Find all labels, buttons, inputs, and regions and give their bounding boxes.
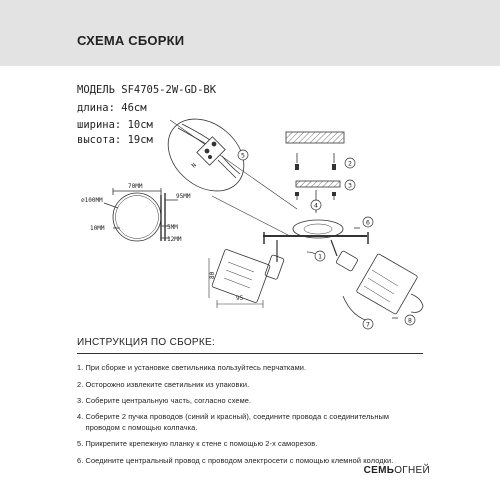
shade-80-label: 80 bbox=[209, 271, 216, 279]
wire-2 bbox=[182, 124, 210, 140]
wall-plate-hatch bbox=[286, 132, 344, 143]
terminal-screw-3 bbox=[208, 155, 211, 158]
dim-10-label: 10MM bbox=[90, 225, 105, 232]
right-shade bbox=[356, 253, 418, 314]
height-label: высота: 19см bbox=[77, 134, 153, 146]
callout-6: 6 bbox=[366, 218, 370, 227]
right-shade-mesh bbox=[364, 270, 398, 302]
terminal-screw-1 bbox=[205, 149, 209, 153]
brand-bold: СЕМЬ bbox=[363, 465, 395, 476]
model-label: МОДЕЛЬ SF4705-2W-GD-BK bbox=[77, 84, 217, 96]
left-shade-mesh bbox=[224, 262, 254, 288]
instruction-step-5: 5. Прикрепите крепежную планку к стене с помощью 2-х саморезов. bbox=[77, 439, 318, 448]
base-side-inner-circle bbox=[116, 196, 159, 239]
dim-5-label: 5MM bbox=[167, 224, 178, 231]
left-socket bbox=[265, 255, 285, 280]
callout-4: 4 bbox=[314, 201, 318, 210]
brand-logo bbox=[364, 465, 430, 476]
callout-3: 3 bbox=[348, 181, 352, 190]
screw-right bbox=[332, 164, 336, 170]
wire-1 bbox=[178, 128, 206, 144]
shade-95-label: 95 bbox=[236, 295, 244, 302]
instruction-step-1: 1. При сборке и установке светильника пользуйтесь перчатками. bbox=[77, 363, 307, 372]
dim-95-label: 95MM bbox=[176, 193, 191, 200]
screw-bottom-right bbox=[332, 192, 336, 196]
rotation-arrow bbox=[343, 296, 372, 322]
width-label: ширина: 10см bbox=[77, 119, 153, 131]
dim-70-label: 70MM bbox=[128, 183, 143, 190]
instructions-title: ИНСТРУКЦИЯ ПО СБОРКЕ: bbox=[77, 337, 216, 348]
base-side-circle bbox=[113, 193, 161, 241]
callout-2: 2 bbox=[348, 159, 352, 168]
page-title: СХЕМА СБОРКИ bbox=[77, 33, 185, 48]
instruction-step-2: 2. Осторожно извлеките светильник из упаковки. bbox=[77, 380, 250, 389]
right-socket bbox=[336, 250, 359, 271]
callout-8: 8 bbox=[408, 316, 412, 325]
detail-tangent-bottom bbox=[212, 196, 290, 236]
instruction-step-4-cont: проводом с помощью колпачка. bbox=[77, 423, 198, 432]
callout-7: 7 bbox=[366, 320, 370, 329]
mounting-bar-hatch bbox=[296, 181, 340, 187]
screws bbox=[295, 164, 336, 196]
right-holder-stem bbox=[331, 240, 337, 256]
terminal-screw-2 bbox=[212, 142, 216, 146]
length-label: длина: 46см bbox=[77, 102, 147, 114]
instructions-divider bbox=[77, 353, 423, 354]
screw-left bbox=[295, 164, 299, 170]
brand-light: ОГНЕЙ bbox=[394, 465, 430, 476]
dim-12-label: 12MM bbox=[167, 236, 182, 243]
canopy-inner bbox=[304, 224, 332, 234]
wire-4 bbox=[222, 156, 240, 174]
instruction-step-3: 3. Соберите центральную часть, согласно схеме. bbox=[77, 396, 252, 405]
dim-100-label: ⌀100MM bbox=[81, 197, 103, 204]
instruction-step-4: 4. Соберите 2 пучка проводов (синий и красный), соедините провода с соединительным bbox=[77, 412, 390, 421]
screw-bottom-left bbox=[295, 192, 299, 196]
right-bulb bbox=[411, 294, 423, 312]
instruction-step-6: 6. Соедините центральный провод с проводом электросети с помощью клемной колодки. bbox=[77, 456, 394, 465]
wire-label: N bbox=[190, 161, 198, 170]
callout-1: 1 bbox=[318, 252, 322, 261]
callout-5: 5 bbox=[241, 151, 245, 160]
wire-3 bbox=[218, 160, 236, 178]
